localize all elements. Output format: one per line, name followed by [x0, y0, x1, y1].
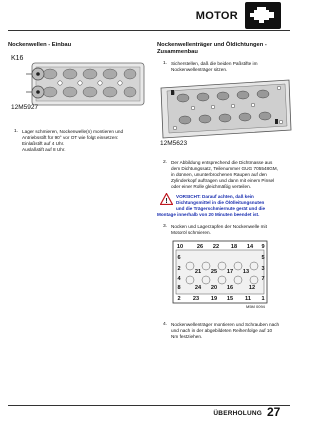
right-step2-number: 2.: [163, 160, 168, 165]
bolt-label: 2: [177, 266, 181, 272]
footer-rule: [8, 405, 290, 406]
bolt-label: 19: [210, 296, 218, 302]
figure2-code-label: M5M 0094: [246, 304, 265, 309]
tightening-sequence-figure: [172, 240, 268, 310]
page-number: 27: [267, 405, 281, 419]
right-step3-number: 3.: [163, 224, 168, 229]
figure1-code-label: 12M5623: [160, 140, 188, 147]
camshaft-figure: [8, 52, 146, 117]
warning-icon: [160, 192, 173, 204]
bolt-label: 16: [226, 285, 234, 291]
bolt-label: 5: [261, 255, 265, 261]
carrier-dowel-figure: [157, 76, 295, 151]
right-step4-number: 4.: [163, 322, 168, 327]
bolt-label: 4: [177, 276, 181, 282]
bolt-label: 24: [194, 285, 202, 291]
bolt-label: 12: [248, 285, 256, 291]
bolt-label: 10: [176, 244, 184, 250]
bolt-label: 3: [261, 266, 265, 272]
right-step1-number: 1.: [163, 61, 168, 66]
left-step-number: 1.: [14, 129, 19, 134]
bolt-label: 13: [242, 269, 250, 275]
footer-section-title: ÜBERHOLUNG: [213, 410, 262, 417]
bolt-label: 23: [192, 296, 200, 302]
header-rule: [8, 30, 290, 31]
bolt-label: 17: [226, 269, 234, 275]
bolt-label: 7: [261, 276, 265, 282]
figure-code-label: 12M5927: [11, 104, 39, 111]
bolt-label: 1: [261, 296, 265, 302]
figure-tag-label: K16: [11, 55, 24, 62]
left-section-heading: Nockenwellen - Einbau: [8, 42, 72, 48]
page-header-title: MOTOR: [195, 10, 238, 22]
caution-label: VORSICHT: Darauf achten, daß kein: [176, 194, 254, 199]
bolt-label: 20: [210, 285, 218, 291]
bolt-label: 25: [210, 269, 218, 275]
svg-text:!: !: [165, 198, 168, 205]
bolt-label: 9: [261, 244, 265, 250]
bolt-label: 8: [177, 285, 181, 291]
bolt-label: 22: [212, 244, 220, 250]
bolt-label: 6: [177, 255, 181, 261]
bolt-label: 15: [226, 296, 234, 302]
bolt-label: 11: [245, 296, 251, 302]
bolt-label: 14: [246, 244, 254, 250]
bolt-label: 21: [194, 269, 202, 275]
bolt-label: 2: [177, 296, 181, 302]
engine-icon: [245, 2, 281, 29]
bolt-label: 18: [230, 244, 238, 250]
bolt-label: 26: [196, 244, 204, 250]
